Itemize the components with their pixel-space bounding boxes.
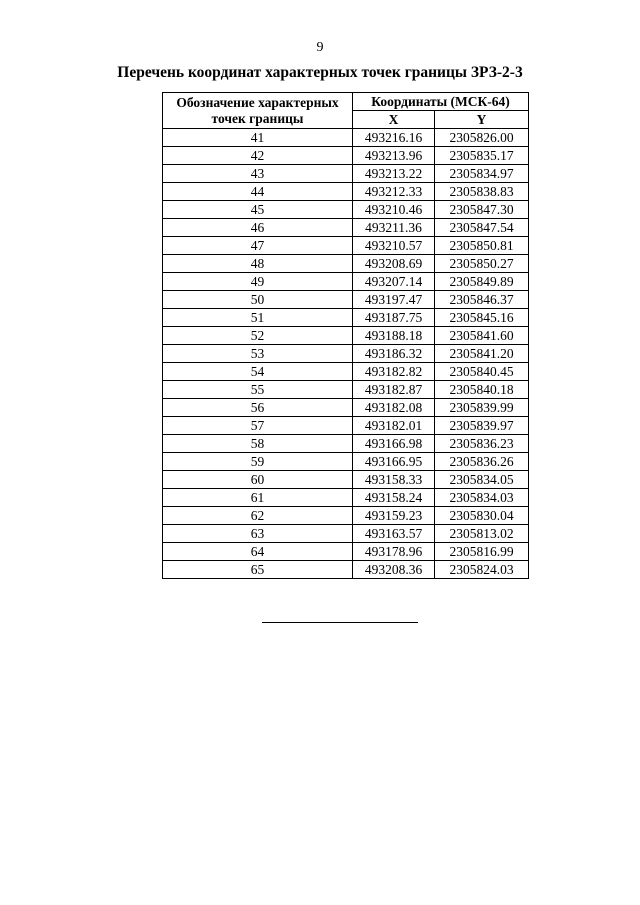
y-coordinate-cell: 2305850.27 [435, 255, 529, 273]
y-coordinate-cell: 2305840.45 [435, 363, 529, 381]
y-coordinate-cell: 2305824.03 [435, 561, 529, 579]
table-row [163, 543, 529, 561]
y-coordinate-cell: 2305816.99 [435, 543, 529, 561]
table-row [163, 291, 529, 309]
y-coordinate-cell: 2305813.02 [435, 525, 529, 543]
point-number-cell: 59 [163, 453, 353, 471]
table-body [163, 129, 529, 579]
point-number-cell: 43 [163, 165, 353, 183]
table-row [163, 363, 529, 381]
y-coordinate-cell: 2305845.16 [435, 309, 529, 327]
y-coordinate-cell: 2305850.81 [435, 237, 529, 255]
x-coordinate-cell: 493213.96 [353, 147, 435, 165]
x-coordinate-cell: 493166.95 [353, 453, 435, 471]
x-coordinate-cell: 493158.24 [353, 489, 435, 507]
y-coordinate-cell: 2305836.26 [435, 453, 529, 471]
x-coordinate-cell: 493208.69 [353, 255, 435, 273]
table-row [163, 201, 529, 219]
table-row [163, 219, 529, 237]
point-number-cell: 46 [163, 219, 353, 237]
y-coordinate-cell: 2305839.99 [435, 399, 529, 417]
point-number-cell: 56 [163, 399, 353, 417]
point-number-cell: 64 [163, 543, 353, 561]
table-row [163, 165, 529, 183]
x-coordinate-cell: 493159.23 [353, 507, 435, 525]
x-coordinate-cell: 493211.36 [353, 219, 435, 237]
x-coordinate-cell: 493163.57 [353, 525, 435, 543]
point-number-cell: 60 [163, 471, 353, 489]
table-row [163, 471, 529, 489]
table-row [163, 255, 529, 273]
table-row [163, 345, 529, 363]
x-coordinate-cell: 493212.33 [353, 183, 435, 201]
header-y: Y [435, 111, 529, 129]
header-coordinates: Координаты (МСК-64) [353, 93, 529, 111]
y-coordinate-cell: 2305841.20 [435, 345, 529, 363]
point-number-cell: 57 [163, 417, 353, 435]
y-coordinate-cell: 2305834.03 [435, 489, 529, 507]
y-coordinate-cell: 2305834.05 [435, 471, 529, 489]
header-x: X [353, 111, 435, 129]
table-row [163, 453, 529, 471]
point-number-cell: 50 [163, 291, 353, 309]
x-coordinate-cell: 493207.14 [353, 273, 435, 291]
table-row [163, 309, 529, 327]
table-row [163, 489, 529, 507]
table-row [163, 183, 529, 201]
x-coordinate-cell: 493166.98 [353, 435, 435, 453]
y-coordinate-cell: 2305830.04 [435, 507, 529, 525]
table-row [163, 129, 529, 147]
y-coordinate-cell: 2305849.89 [435, 273, 529, 291]
point-number-cell: 52 [163, 327, 353, 345]
point-number-cell: 45 [163, 201, 353, 219]
header-point-designation: Обозначение характерных точек границы [163, 93, 353, 129]
y-coordinate-cell: 2305834.97 [435, 165, 529, 183]
point-number-cell: 61 [163, 489, 353, 507]
y-coordinate-cell: 2305836.23 [435, 435, 529, 453]
page-number: 9 [316, 40, 324, 55]
point-number-cell: 42 [163, 147, 353, 165]
y-coordinate-cell: 2305846.37 [435, 291, 529, 309]
table-row [163, 237, 529, 255]
y-coordinate-cell: 2305826.00 [435, 129, 529, 147]
x-coordinate-cell: 493182.01 [353, 417, 435, 435]
x-coordinate-cell: 493197.47 [353, 291, 435, 309]
point-number-cell: 54 [163, 363, 353, 381]
table-row [163, 327, 529, 345]
footer-divider [262, 622, 418, 623]
table-row [163, 399, 529, 417]
table-row [163, 147, 529, 165]
x-coordinate-cell: 493178.96 [353, 543, 435, 561]
table-row [163, 525, 529, 543]
point-number-cell: 53 [163, 345, 353, 363]
point-number-cell: 58 [163, 435, 353, 453]
point-number-cell: 41 [163, 129, 353, 147]
y-coordinate-cell: 2305841.60 [435, 327, 529, 345]
table-row [163, 507, 529, 525]
page-title: Перечень координат характерных точек границы ЗРЗ-2-3 [117, 64, 523, 81]
x-coordinate-cell: 493210.57 [353, 237, 435, 255]
x-coordinate-cell: 493182.87 [353, 381, 435, 399]
point-number-cell: 63 [163, 525, 353, 543]
point-number-cell: 47 [163, 237, 353, 255]
point-number-cell: 51 [163, 309, 353, 327]
x-coordinate-cell: 493158.33 [353, 471, 435, 489]
x-coordinate-cell: 493208.36 [353, 561, 435, 579]
y-coordinate-cell: 2305840.18 [435, 381, 529, 399]
x-coordinate-cell: 493186.32 [353, 345, 435, 363]
table-row [163, 561, 529, 579]
coordinates-table [162, 92, 529, 579]
x-coordinate-cell: 493182.82 [353, 363, 435, 381]
point-number-cell: 49 [163, 273, 353, 291]
y-coordinate-cell: 2305835.17 [435, 147, 529, 165]
x-coordinate-cell: 493210.46 [353, 201, 435, 219]
table-row [163, 417, 529, 435]
y-coordinate-cell: 2305839.97 [435, 417, 529, 435]
table-row [163, 381, 529, 399]
table-row [163, 435, 529, 453]
x-coordinate-cell: 493182.08 [353, 399, 435, 417]
x-coordinate-cell: 493216.16 [353, 129, 435, 147]
point-number-cell: 62 [163, 507, 353, 525]
point-number-cell: 65 [163, 561, 353, 579]
point-number-cell: 44 [163, 183, 353, 201]
table-header [163, 93, 529, 129]
y-coordinate-cell: 2305838.83 [435, 183, 529, 201]
table-row [163, 273, 529, 291]
x-coordinate-cell: 493187.75 [353, 309, 435, 327]
point-number-cell: 55 [163, 381, 353, 399]
x-coordinate-cell: 493188.18 [353, 327, 435, 345]
y-coordinate-cell: 2305847.54 [435, 219, 529, 237]
y-coordinate-cell: 2305847.30 [435, 201, 529, 219]
point-number-cell: 48 [163, 255, 353, 273]
x-coordinate-cell: 493213.22 [353, 165, 435, 183]
